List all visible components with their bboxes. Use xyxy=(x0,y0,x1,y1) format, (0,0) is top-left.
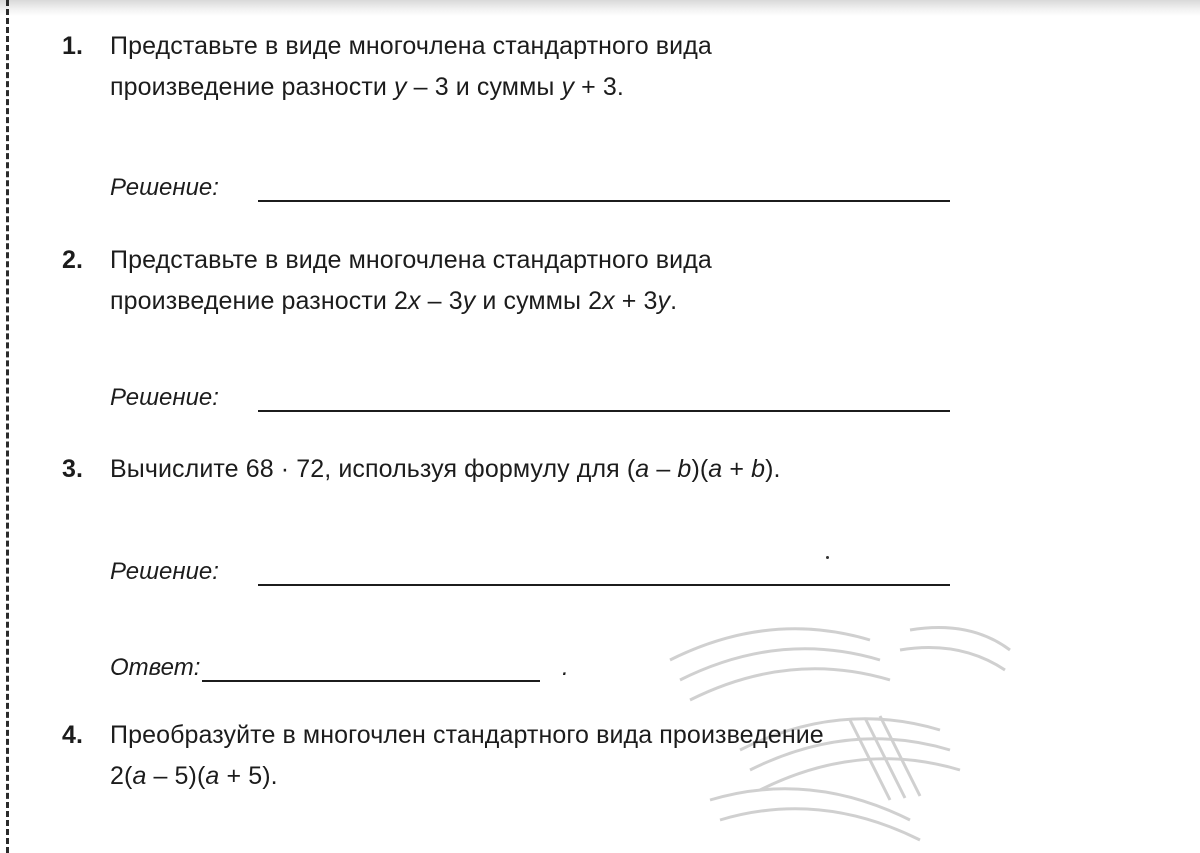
speck xyxy=(826,556,829,559)
solution-label: Решение: xyxy=(110,558,219,585)
answer-line[interactable] xyxy=(258,410,950,412)
answer-label: Ответ: xyxy=(110,654,201,681)
task-number: 4. xyxy=(62,721,84,749)
cut-line xyxy=(6,0,9,853)
task-text: Преобразуйте в многочлен стандартного вида произведение xyxy=(110,721,824,749)
task-text: произведение разности 2x – 3y и суммы 2x + 3y. xyxy=(110,287,678,315)
task-number: 2. xyxy=(62,246,84,274)
solution-field-1[interactable] xyxy=(110,168,960,208)
answer-line[interactable] xyxy=(202,680,540,682)
task-text: произведение разности y – 3 и суммы y + 3. xyxy=(110,73,624,101)
answer-field[interactable] xyxy=(110,648,580,688)
task-text: 2(a – 5)(a + 5). xyxy=(110,762,278,790)
task-number: 1. xyxy=(62,32,84,60)
task-number: 3. xyxy=(62,455,84,483)
solution-field-2[interactable] xyxy=(110,378,960,418)
task-text: Вычислите 68 · 72, используя формулу для (a – b)(a + b). xyxy=(110,455,781,483)
answer-period: . xyxy=(562,654,569,681)
solution-label: Решение: xyxy=(110,384,219,411)
answer-line[interactable] xyxy=(258,584,950,586)
page-top-shadow xyxy=(0,0,1200,16)
task-text: Представьте в виде многочлена стандартного вида xyxy=(110,246,712,274)
answer-line[interactable] xyxy=(258,200,950,202)
solution-label: Решение: xyxy=(110,174,219,201)
task-text: Представьте в виде многочлена стандартного вида xyxy=(110,32,712,60)
solution-field-3[interactable] xyxy=(110,552,960,592)
